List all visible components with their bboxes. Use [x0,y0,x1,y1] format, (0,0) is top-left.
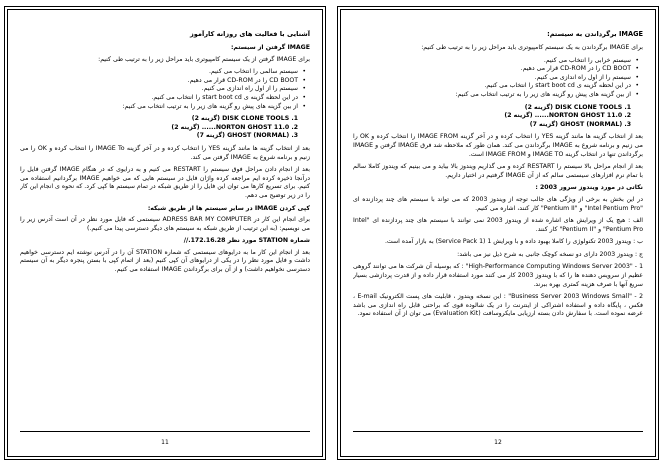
point-c: ج : ویندوز 2003 دارای دو نسخه کوچک جانبی به شرح ذیل نیز می باشد: [457,250,643,258]
left-steps [20,68,310,111]
right-para-2: بعد از انجام مراحل بالا سیستم را RESTART کرده و می گذاریم ویندوز بالا بیاید و می بینیم که ویندوز کاملا سالم با تمام نرم افزارهای سیستمی سالم که از آن IMAGE گرفتیم در اختیار داریم. [353,163,643,179]
left-option: 3. GHOST (NORMAL) (گزینه 7) [196,132,298,140]
server-intro: در این بخش به برخی از ویژگی های جالب توجه از ویندوز 2003 که می تواند با سیستم های چند پردازنده ای "Intel Pentium Pro" و "Pentium II" کار کنند، اشاره می کنیم. [353,195,643,212]
network-heading: کپی کردن IMAGE در سایر سیستم ها از طریق شبکه: [147,204,310,212]
left-step: • سیستم را از اول راه اندازی می کنیم. [20,85,298,94]
footer-divider [20,431,310,432]
page-12 [333,0,663,466]
left-option: 2. NORTON GHOST 11.0...... (گزینه 2) [171,123,298,131]
left-options [20,115,310,141]
right-step: • از بین گزینه های پیش رو گزینه های زیر را به ترتیب انتخاب می کنیم: [353,91,631,100]
right-step: • سیستم خرابی را انتخاب می کنیم. [353,57,631,66]
left-step: • در این لحظه گزینه ی start boot cd را انتخاب می کنیم. [20,94,298,103]
left-final-para: بعد از انجام این کار ما به درایوهای سیستمی که شماره STATION آن را در آدرس نوشته ایم دسترسی خواهیم داشت و فایل مورد نظر را در یکی از درایوهای آن کپی کنیم (بعد از اتمام کپی با بستن پنجره دیگر به آن سیستم دسترسی نخواهیم داشت) و از آن برای برگرداندن IMAGE استفاده می کنیم. [20,248,310,274]
page-11 [0,0,330,466]
point-b: ب : ویندوز 2003 تکنولوژی را کاملا بهبود داده و با ویرایش 1 (Service Pack 1) به بازار آمده است. [384,238,643,246]
right-step: • سیستم را از اول راه اندازی می کنیم. [353,74,631,83]
left-step: • از بین گزینه های پیش رو گزینه های زیر را به ترتیب انتخاب می کنیم: [20,103,298,112]
server-item-2: 2 - "Business Server 2003 Windows Small" : این نسخه ویندوز ، قابلیت های پست الکترونیک E-mail ، فکس ، پایگاه داده و استفاده اشتراکی از اینترنت را در یک شالوده قوی که براحتی قابل راه اندازی می باشد عرضه نموده است. با سفارش دادن بسته ارزیابی مایکروسافت (Evaluation Kit) می توان از آن استفاده نمود. [353,293,643,318]
left-step: • CD BOOT را در CD-ROM قرار می دهیم. [20,77,298,86]
right-para-1: بعد از انتخاب گزینه ها مانند گزینه YES را انتخاب کرده و در آخر گزینه IMAGE FROM را انتخاب کرده و OK را می زنیم و برنامه شروع به IMAGE برگرداندن می کند. همان طور که ملاحظه شد فرق IMAGE گرفتن و IMAGE برگرداندن تنها در انتخاب گزینه IMAGE TO و IMAGE FROM است. [353,133,643,158]
right-options [353,104,643,130]
page-number: 12 [494,439,502,446]
page-number: 11 [161,439,169,446]
server-heading: نکاتی در مورد ویندوز سرور 2003 : [535,184,643,192]
page-12-content [353,30,643,432]
right-steps [353,57,643,100]
right-option: 1. DISK CLONE TOOLS (گزینه 2) [524,103,631,111]
point-a: الف : هیچ یک از ویرایش های اشاره شده از ویندوز 2003 نمی توانند با سیستم های چند پردازنده ای "Intel Pentium Pro" و "Pentium II" کار کنند. [353,217,643,233]
left-para-2: بعد از انجام دادن مراحل فوق سیستم را RESTART می کنیم و به درایوی که در هنگام IMAGE گرفتن فایل را درآنجا ذخیره کرده ایم مراجعه کرده واژان فایل در سیستم هایی که می خواهیم IMAGE برگردانیم استفاده می کنیم. برای تسریع کارها می توان این فایل را از طریق شبکه در تمام سیستم ها کپی کرد. که نحوه ی انجام این کار را در زیر توضیح می دهم. [20,166,310,199]
right-title: IMAGE برگرداندن به سیستم: [547,30,643,38]
right-step: • در این لحظه گزینه ی start boot cd را انتخاب می کنیم. [353,82,631,91]
page-11-content [20,30,310,432]
right-option: 3. GHOST (NORMAL) (گزینه 7) [529,120,631,128]
right-intro: برای IMAGE برگرداندن به یک سیستم کامپیوتری باید مراحل زیر را به ترتیب طی کنیم: [421,44,643,51]
left-para-1: بعد از انتخاب گزینه ها مانند گزینه YES را انتخاب کرده و در آخر گزینه IMAGE To را انتخاب کرده و OK را می زنیم و برنامه شروع به IMAGE گرفتن می کند. [20,144,310,161]
left-intro: برای IMAGE گرفتن از یک سیستم کامپیوتری باید مراحل زیر را به ترتیب طی کنیم: [98,55,310,63]
server-item-1: 1 - "High-Performance Computing Windows Server 2003" : که بوسیله آن شرکت ها می توانند گروهی عظیم از سرویس دهنده ها را که با ویندوز 2003 کار می کنند مورد استفاده قرار داده و از قدرت پردازشی بسیار سریع آنها با صرف هزینه کمتری بهره ببرند. [353,263,643,288]
right-option: 2. NORTON GHOST 11.0...... (گزینه 2) [504,112,631,120]
left-step: • سیستم سالمی را انتخاب می کنیم. [20,68,298,77]
station-line: شماره STATION مورد نظر 172.16.28.// [183,237,310,245]
left-option: 1. DISK CLONE TOOLS (گزینه 2) [191,115,298,123]
footer-divider [353,431,643,432]
network-para: برای انجام این کار در ADRESS BAR MY COMPUTER سیستمی که فایل مورد نظر در آن است آدرس زیر را می نویسیم: (به این ترتیب از طریق شبکه به سیستم های دیگر دسترسی پیدا می کنیم.) [20,216,310,232]
left-title: آشنایی با فعالیت های روزانه کارآموز [189,30,310,38]
left-subtitle: IMAGE گرفتن از سیستم: [230,44,310,51]
right-step: • CD BOOT را در CD-ROM قرار می دهیم. [353,65,631,74]
